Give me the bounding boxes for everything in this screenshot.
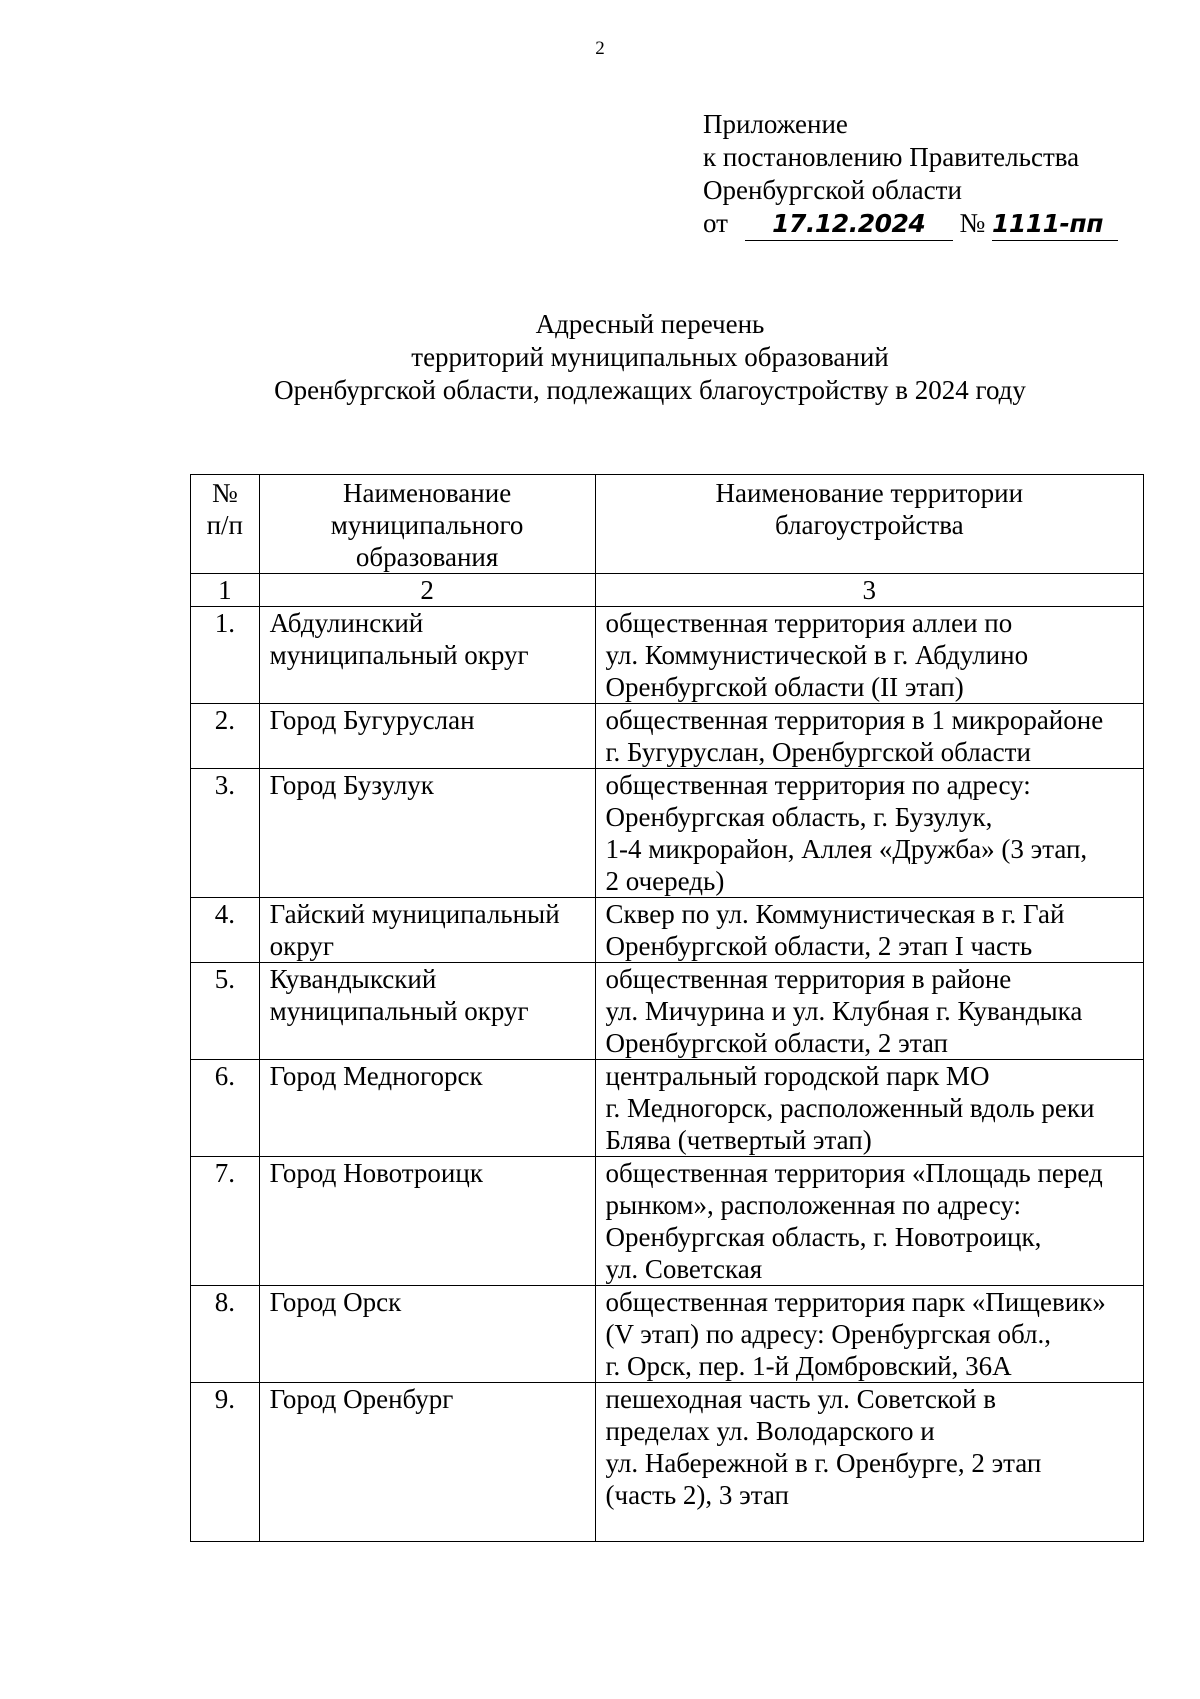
row-number: 5. [191, 963, 260, 1060]
municipality-text: Абдулинский муниципальный округ [269, 608, 529, 670]
territory-text: Сквер по ул. Коммунистическая в г. Гай Оренбургской области, 2 этап I часть [605, 899, 1065, 961]
table-row [191, 769, 1144, 898]
header-num [191, 475, 260, 574]
row-territory [595, 1286, 1143, 1383]
territory-text: общественная территория «Площадь перед рынком», расположенная по адресу: Оренбургская область, г. Новотроицк, ул. Советская [605, 1158, 1103, 1284]
handwritten-number: 1111-пп [992, 207, 1118, 241]
appendix-title: Приложение [703, 109, 848, 139]
table-row [191, 1060, 1144, 1157]
row-number: 3. [191, 769, 260, 898]
municipality-text: Город Бузулук [269, 770, 434, 800]
table-row [191, 1383, 1144, 1542]
title-line-1: Адресный перечень [535, 309, 765, 339]
row-municipality [259, 704, 595, 769]
row-municipality [259, 1060, 595, 1157]
appendix-date-number-row [703, 207, 1118, 241]
row-territory [595, 898, 1143, 963]
header-num-text: № п/п [206, 478, 244, 540]
municipality-text: Город Новотроицк [269, 1158, 483, 1188]
appendix-block [703, 108, 1118, 241]
column-number-row [191, 574, 1144, 607]
table-row [191, 898, 1144, 963]
municipality-text: Город Орск [269, 1287, 402, 1317]
municipality-text: Город Бугуруслан [269, 705, 475, 735]
page-number: 2 [595, 38, 605, 59]
header-territory [595, 475, 1143, 574]
row-number: 6. [191, 1060, 260, 1157]
table-row [191, 704, 1144, 769]
municipality-text: Кувандыкский муниципальный округ [269, 964, 529, 1026]
row-number: 2. [191, 704, 260, 769]
territory-text: общественная территория в 1 микрорайоне г. Бугуруслан, Оренбургской области [605, 705, 1104, 767]
number-label: № [959, 208, 986, 238]
row-territory [595, 769, 1143, 898]
territory-text: общественная территория в районе ул. Мичурина и ул. Клубная г. Кувандыка Оренбургской области, 2 этап [605, 964, 1083, 1058]
row-number: 7. [191, 1157, 260, 1286]
table-header-row [191, 475, 1144, 574]
row-number: 8. [191, 1286, 260, 1383]
header-territory-text: Наименование территории благоустройства [715, 478, 1024, 540]
row-number: 4. [191, 898, 260, 963]
row-municipality [259, 963, 595, 1060]
column-number: 2 [259, 574, 595, 607]
table-row [191, 1157, 1144, 1286]
handwritten-date: 17.12.2024 [745, 207, 953, 241]
row-municipality [259, 898, 595, 963]
row-municipality [259, 1383, 595, 1542]
header-municipality-text: Наименование муниципального образования [330, 478, 524, 572]
municipality-text: Город Оренбург [269, 1384, 454, 1414]
row-number: 1. [191, 607, 260, 704]
municipality-text: Город Медногорск [269, 1061, 483, 1091]
table-row [191, 607, 1144, 704]
appendix-region: Оренбургской области [703, 175, 962, 205]
column-number: 3 [595, 574, 1143, 607]
territories-table [190, 474, 1144, 1542]
document-title [0, 308, 1200, 407]
title-line-3: Оренбургской области, подлежащих благоустройству в 2024 году [274, 375, 1026, 405]
row-territory [595, 607, 1143, 704]
row-territory [595, 1157, 1143, 1286]
row-territory [595, 1060, 1143, 1157]
row-municipality [259, 1286, 595, 1383]
territory-text: центральный городской парк МО г. Медногорск, расположенный вдоль реки Блява (четвертый этап) [605, 1061, 1095, 1155]
row-territory [595, 704, 1143, 769]
territory-text: общественная территория по адресу: Оренбургская область, г. Бузулук, 1-4 микрорайон, Аллея «Дружба» (3 этап, 2 очередь) [605, 770, 1088, 896]
row-municipality [259, 1157, 595, 1286]
row-municipality [259, 607, 595, 704]
table-row [191, 963, 1144, 1060]
appendix-resolution: к постановлению Правительства [703, 142, 1080, 172]
column-number: 1 [191, 574, 260, 607]
header-municipality [259, 475, 595, 574]
municipality-text: Гайский муниципальный округ [269, 899, 560, 961]
title-line-2: территорий муниципальных образований [411, 342, 889, 372]
row-number: 9. [191, 1383, 260, 1542]
territory-text: общественная территория аллеи по ул. Коммунистической в г. Абдулино Оренбургской области (II этап) [605, 608, 1029, 702]
from-label: от [703, 208, 728, 238]
row-territory [595, 1383, 1143, 1542]
territory-text: общественная территория парк «Пищевик» (V этап) по адресу: Оренбургская обл., г. Орск, пер. 1-й Домбровский, 36А [605, 1287, 1106, 1381]
row-municipality [259, 769, 595, 898]
row-territory [595, 963, 1143, 1060]
territory-text: пешеходная часть ул. Советской в пределах ул. Володарского и ул. Набережной в г. Оренбурге, 2 этап (часть 2), 3 этап [605, 1384, 1042, 1510]
table-row [191, 1286, 1144, 1383]
